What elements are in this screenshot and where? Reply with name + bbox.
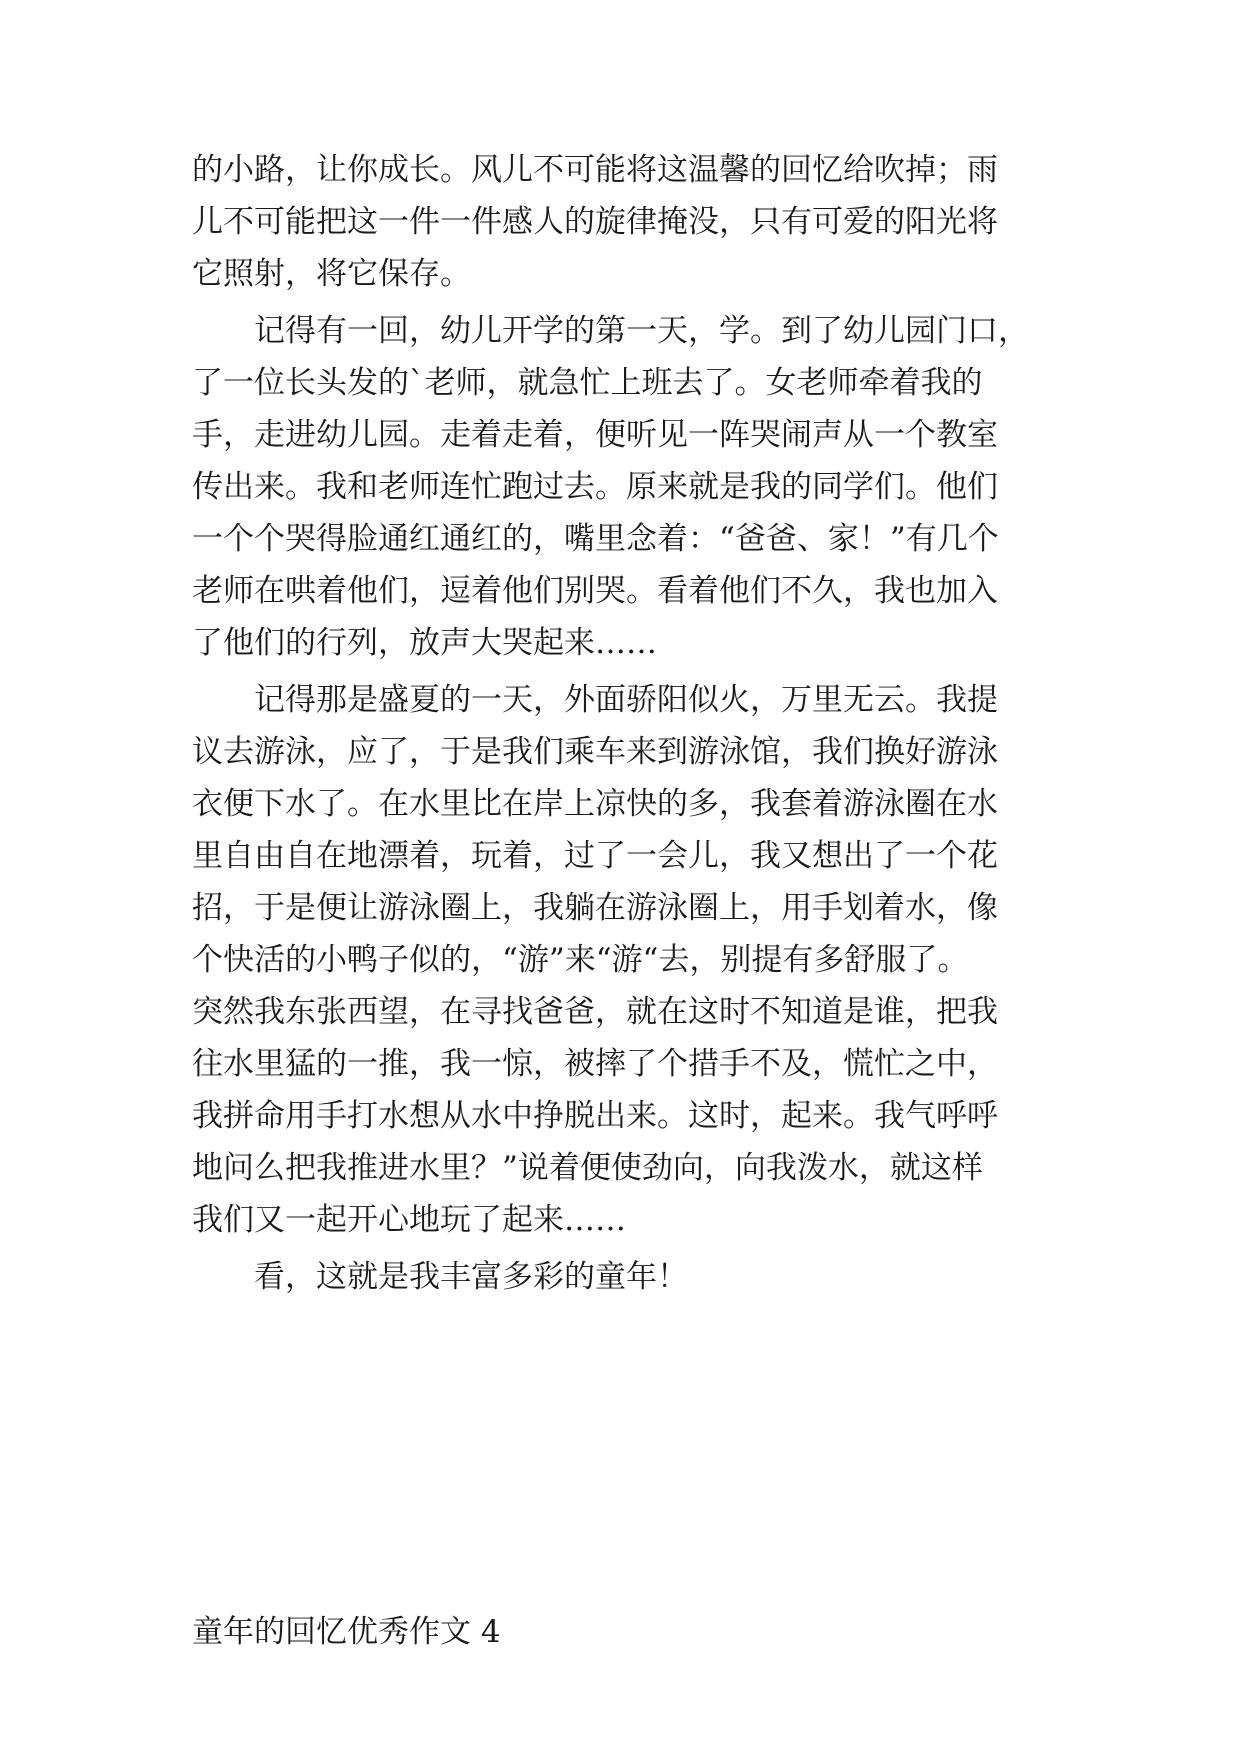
text-line: 我拼命用手打水想从水中挣脱出来。这时，起来。我气呼呼 (192, 1098, 998, 1134)
text-line: 传出来。我和老师连忙跑过去。原来就是我的同学们。他们 (192, 469, 998, 505)
text-line: 手，走进幼儿园。走着走着，便听见一阵哭闹声从一个教室 (192, 417, 998, 453)
text-line: 的小路，让你成长。风儿不可能将这温馨的回忆给吹掉；雨 (192, 152, 998, 188)
text-line: 地问么把我推进水里？”说着便使劲向，向我泼水，就这样 (192, 1150, 983, 1186)
text-line: 个快活的小鸭子似的，“游”来“游“去，别提有多舒服了。 (192, 942, 969, 978)
text-line: 记得那是盛夏的一天，外面骄阳似火，万里无云。我提 (254, 682, 998, 718)
text-line: 老师在哄着他们，逗着他们别哭。看着他们不久，我也加入 (192, 573, 998, 609)
text-line: 它照射，将它保存。 (192, 256, 471, 292)
text-line: 记得有一回，幼儿开学的第一天，学。到了幼儿园门口， (254, 313, 1029, 349)
text-line: 里自由自在地漂着，玩着，过了一会儿，我又想出了一个花 (192, 838, 998, 874)
text-line: 突然我东张西望，在寻找爸爸，就在这时不知道是谁，把我 (192, 994, 998, 1030)
text-line: 衣便下水了。在水里比在岸上凉快的多，我套着游泳圈在水 (192, 786, 998, 822)
text-line: 看，这就是我丰富多彩的童年！ (254, 1259, 688, 1295)
text-line: 议去游泳，应了，于是我们乘车来到游泳馆，我们换好游泳 (192, 734, 998, 770)
text-line: 儿不可能把这一件一件感人的旋律掩没，只有可爱的阳光将 (192, 204, 998, 240)
text-line: 往水里猛的一推，我一惊，被摔了个措手不及，慌忙之中， (192, 1046, 998, 1082)
essay-heading: 童年的回忆优秀作文 4 (192, 1614, 501, 1650)
text-line: 了一位长头发的`老师，就急忙上班去了。女老师牵着我的 (192, 365, 983, 401)
text-line: 一个个哭得脸通红通红的，嘴里念着：“爸爸、家！”有几个 (192, 521, 999, 557)
text-line: 招，于是便让游泳圈上，我躺在游泳圈上，用手划着水，像 (192, 890, 998, 926)
text-line: 我们又一起开心地玩了起来…… (192, 1202, 626, 1238)
text-line: 了他们的行列，放声大哭起来…… (192, 625, 657, 661)
